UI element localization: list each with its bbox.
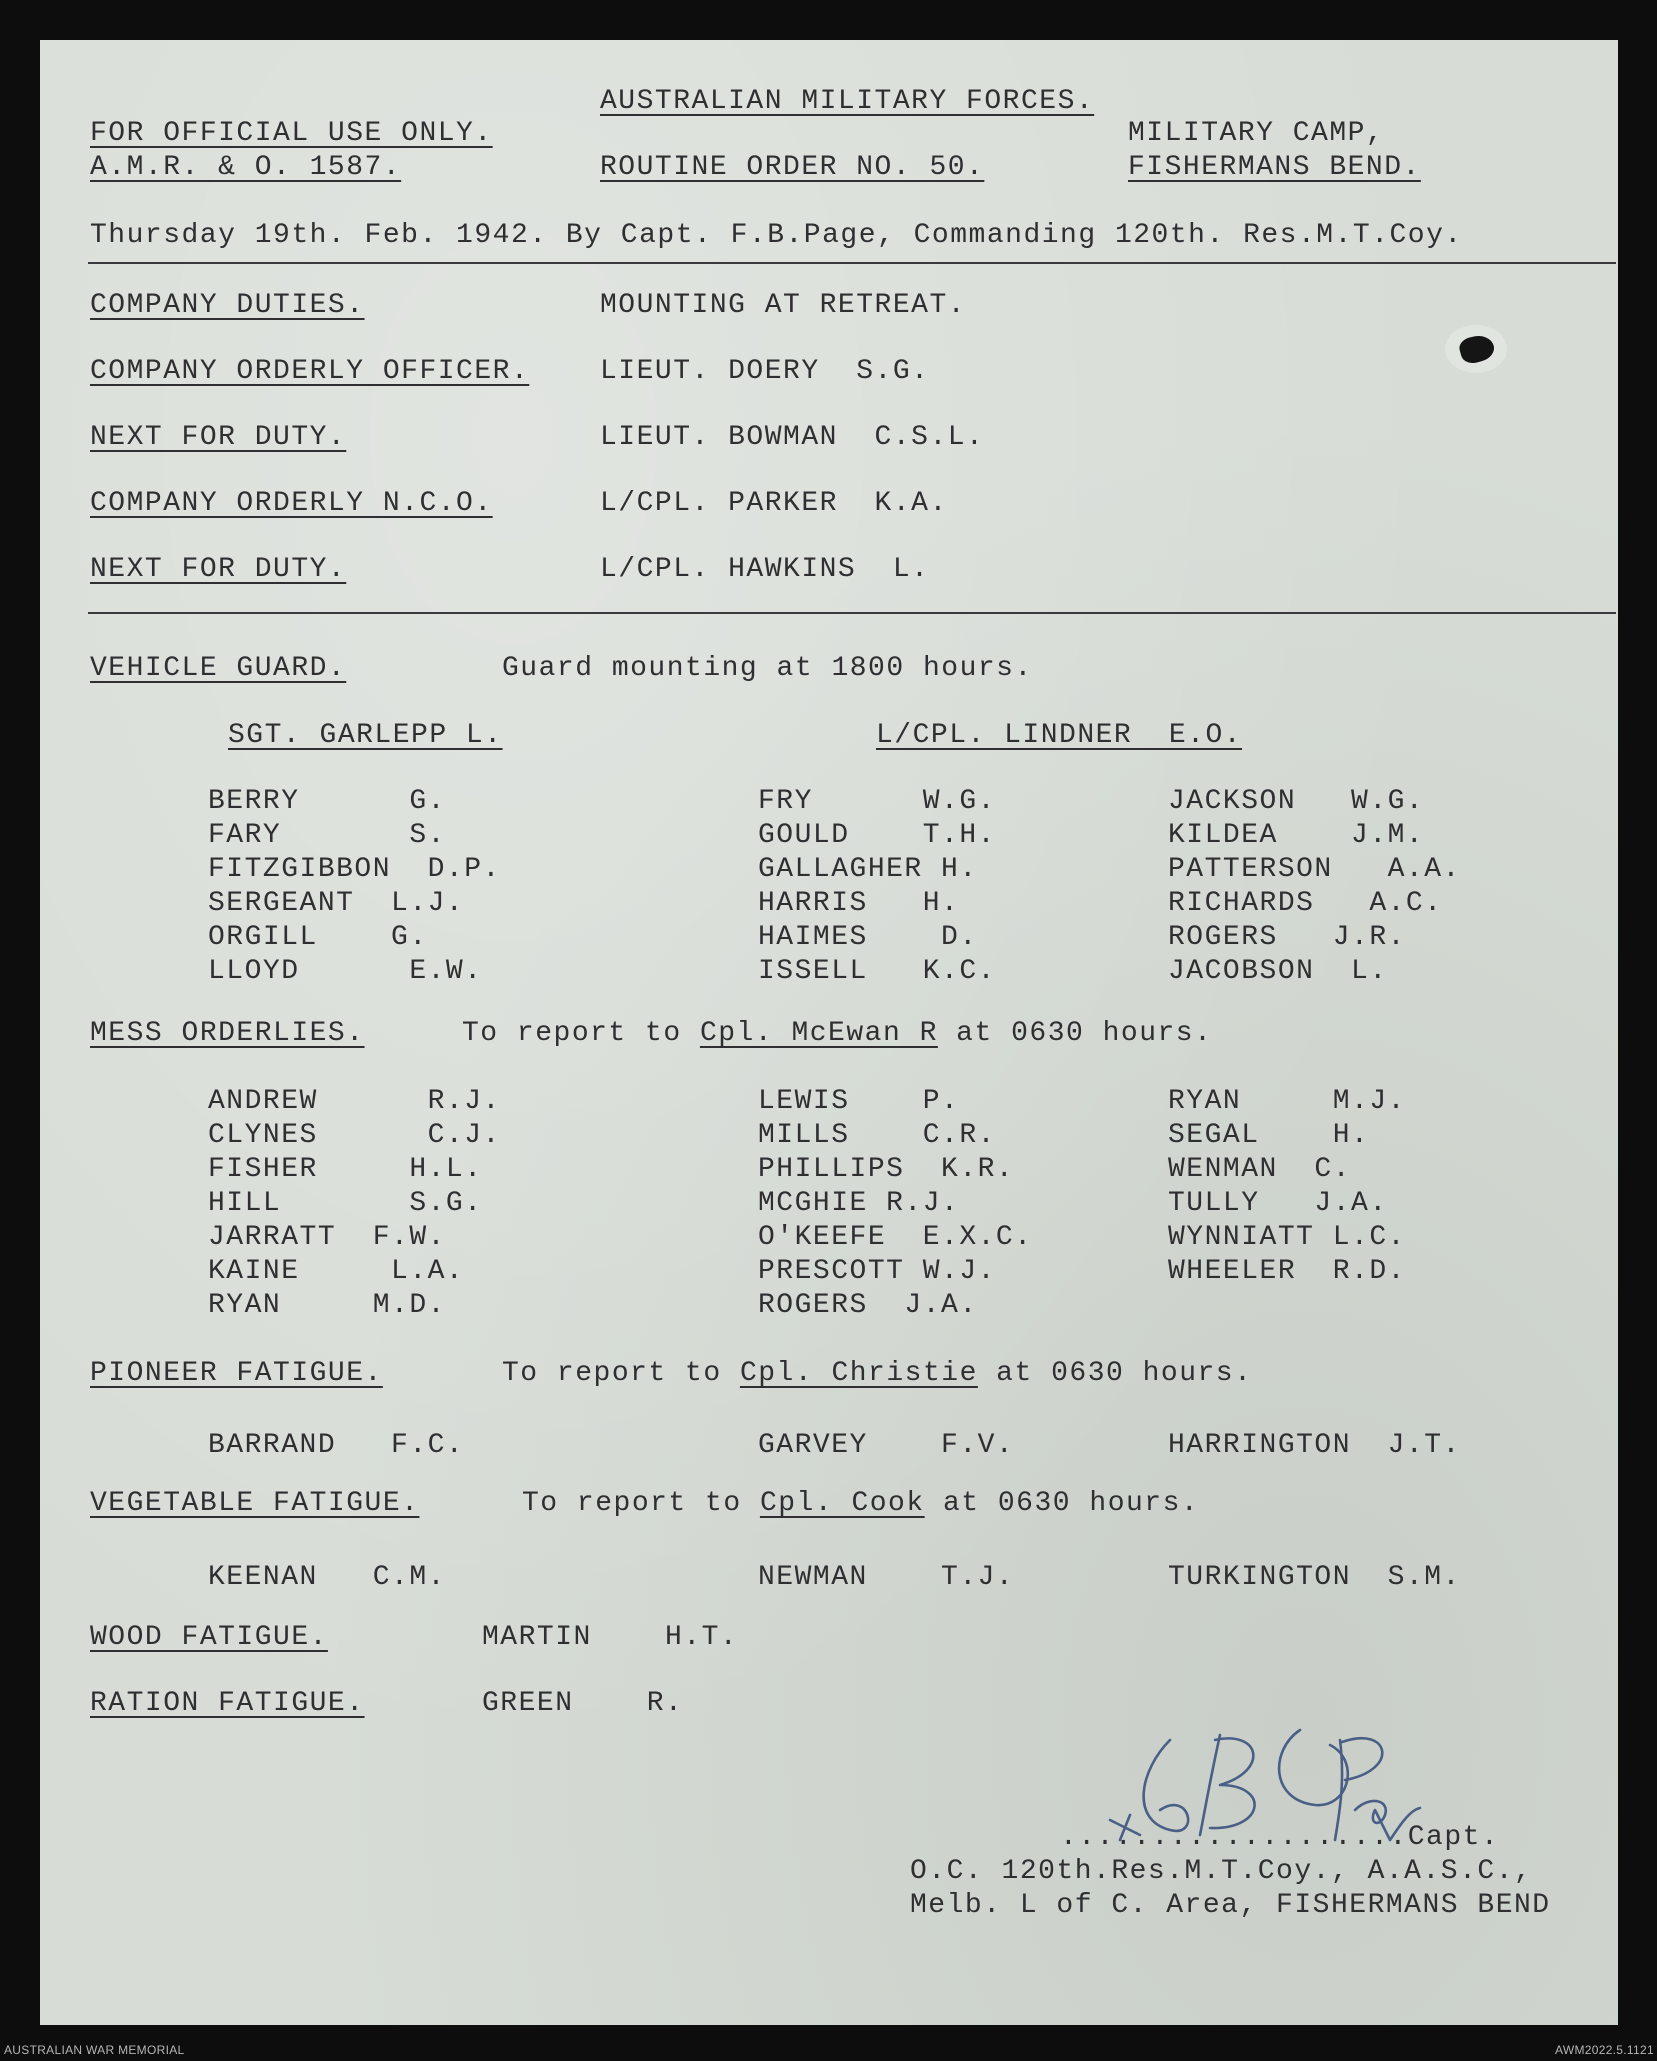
forces-title: AUSTRALIAN MILITARY FORCES. (600, 86, 1095, 117)
vegetable-name: KEENAN C.M. (208, 1562, 446, 1593)
mess-name: ROGERS J.A. (758, 1290, 978, 1321)
guard-name: BERRY G. (208, 786, 446, 817)
military-camp: MILITARY CAMP, (1128, 118, 1385, 149)
duty-value-company-duties: MOUNTING AT RETREAT. (600, 290, 967, 321)
official-use-label: FOR OFFICIAL USE ONLY. (90, 118, 493, 149)
vegetable-fatigue-note: To report to Cpl. Cook at 0630 hours. (522, 1488, 1200, 1519)
duty-label-orderly-nco: COMPANY ORDERLY N.C.O. (90, 488, 493, 519)
pioneer-name: HARRINGTON J.T. (1168, 1430, 1461, 1461)
mess-name: MCGHIE R.J. (758, 1188, 960, 1219)
mess-name: RYAN M.D. (208, 1290, 446, 1321)
vehicle-guard-note: Guard mounting at 1800 hours. (502, 653, 1033, 684)
mess-name: FISHER H.L. (208, 1154, 483, 1185)
wood-fatigue-name: MARTIN H.T. (482, 1622, 739, 1653)
footer-reference: AWM2022.5.1121 (1555, 2043, 1654, 2057)
mess-name: O'KEEFE E.X.C. (758, 1222, 1033, 1253)
guard-leader-left: SGT. GARLEPP L. (228, 720, 503, 751)
document-page (40, 40, 1618, 2025)
guard-name: JACOBSON L. (1168, 956, 1388, 987)
routine-order-number: ROUTINE ORDER NO. 50. (600, 152, 985, 183)
duty-value-orderly-nco: L/CPL. PARKER K.A. (600, 488, 948, 519)
pioneer-fatigue-note: To report to Cpl. Christie at 0630 hours. (502, 1358, 1253, 1389)
mess-name: PRESCOTT W.J. (758, 1256, 996, 1287)
signature-capt-line: ...................Capt. (1060, 1822, 1500, 1853)
duty-label-orderly-officer: COMPANY ORDERLY OFFICER. (90, 356, 530, 387)
duty-value-orderly-officer: LIEUT. DOERY S.G. (600, 356, 930, 387)
pioneer-name: BARRAND F.C. (208, 1430, 465, 1461)
mess-name: LEWIS P. (758, 1086, 960, 1117)
pioneer-fatigue-label: PIONEER FATIGUE. (90, 1358, 383, 1389)
date-command-line: Thursday 19th. Feb. 1942. By Capt. F.B.Page, Commanding 120th. Res.M.T.Coy. (90, 220, 1463, 251)
guard-leader-right: L/CPL. LINDNER E.O. (876, 720, 1243, 751)
guard-name: KILDEA J.M. (1168, 820, 1425, 851)
mess-name: HILL S.G. (208, 1188, 483, 1219)
guard-name: LLOYD E.W. (208, 956, 483, 987)
wood-fatigue-label: WOOD FATIGUE. (90, 1622, 328, 1653)
guard-name: JACKSON W.G. (1168, 786, 1425, 817)
signature-area-line: Melb. L of C. Area, FISHERMANS BEND (910, 1890, 1551, 1921)
mess-orderlies-label: MESS ORDERLIES. (90, 1018, 365, 1049)
guard-name: GALLAGHER H. (758, 854, 978, 885)
mess-name: WENMAN C. (1168, 1154, 1352, 1185)
guard-name: ORGILL G. (208, 922, 428, 953)
mess-name: ANDREW R.J. (208, 1086, 501, 1117)
duties-rule (88, 612, 1616, 614)
pioneer-fatigue-contact: Cpl. Christie (739, 1358, 978, 1389)
duty-value-next-officer: LIEUT. BOWMAN C.S.L. (600, 422, 985, 453)
duty-value-next-nco: L/CPL. HAWKINS L. (600, 554, 930, 585)
guard-name: HAIMES D. (758, 922, 978, 953)
mess-name: WYNNIATT L.C. (1168, 1222, 1406, 1253)
header-rule (88, 262, 1616, 264)
guard-name: ROGERS J.R. (1168, 922, 1406, 953)
duty-label-next-officer: NEXT FOR DUTY. (90, 422, 347, 453)
mess-name: SEGAL H. (1168, 1120, 1370, 1151)
guard-name: GOULD T.H. (758, 820, 996, 851)
vegetable-name: NEWMAN T.J. (758, 1562, 1015, 1593)
mess-name: CLYNES C.J. (208, 1120, 501, 1151)
mess-name: TULLY J.A. (1168, 1188, 1388, 1219)
camp-location: FISHERMANS BEND. (1128, 152, 1421, 183)
footer-archive-label: AUSTRALIAN WAR MEMORIAL (4, 2043, 185, 2057)
vegetable-fatigue-contact: Cpl. Cook (759, 1488, 925, 1519)
duty-label-next-nco: NEXT FOR DUTY. (90, 554, 347, 585)
vehicle-guard-label: VEHICLE GUARD. (90, 653, 347, 684)
ration-fatigue-name: GREEN R. (482, 1688, 684, 1719)
mess-name: RYAN M.J. (1168, 1086, 1406, 1117)
guard-name: FARY S. (208, 820, 446, 851)
duty-label-company-duties: COMPANY DUTIES. (90, 290, 365, 321)
ration-fatigue-label: RATION FATIGUE. (90, 1688, 365, 1719)
guard-name: FITZGIBBON D.P. (208, 854, 501, 885)
mess-orderlies-contact: Cpl. McEwan R (699, 1018, 938, 1049)
guard-name: SERGEANT L.J. (208, 888, 465, 919)
vegetable-name: TURKINGTON S.M. (1168, 1562, 1461, 1593)
guard-name: RICHARDS A.C. (1168, 888, 1443, 919)
mess-orderlies-note: To report to Cpl. McEwan R at 0630 hours. (462, 1018, 1213, 1049)
mess-name: KAINE L.A. (208, 1256, 465, 1287)
guard-name: HARRIS H. (758, 888, 960, 919)
mess-name: WHEELER R.D. (1168, 1256, 1406, 1287)
pioneer-name: GARVEY F.V. (758, 1430, 1015, 1461)
mess-name: JARRATT F.W. (208, 1222, 446, 1253)
vegetable-fatigue-label: VEGETABLE FATIGUE. (90, 1488, 420, 1519)
amr-reference: A.M.R. & O. 1587. (90, 152, 402, 183)
signature-unit-line: O.C. 120th.Res.M.T.Coy., A.A.S.C., (910, 1856, 1533, 1887)
guard-name: ISSELL K.C. (758, 956, 996, 987)
mess-name: PHILLIPS K.R. (758, 1154, 1015, 1185)
mess-name: MILLS C.R. (758, 1120, 996, 1151)
guard-name: PATTERSON A.A. (1168, 854, 1461, 885)
guard-name: FRY W.G. (758, 786, 996, 817)
